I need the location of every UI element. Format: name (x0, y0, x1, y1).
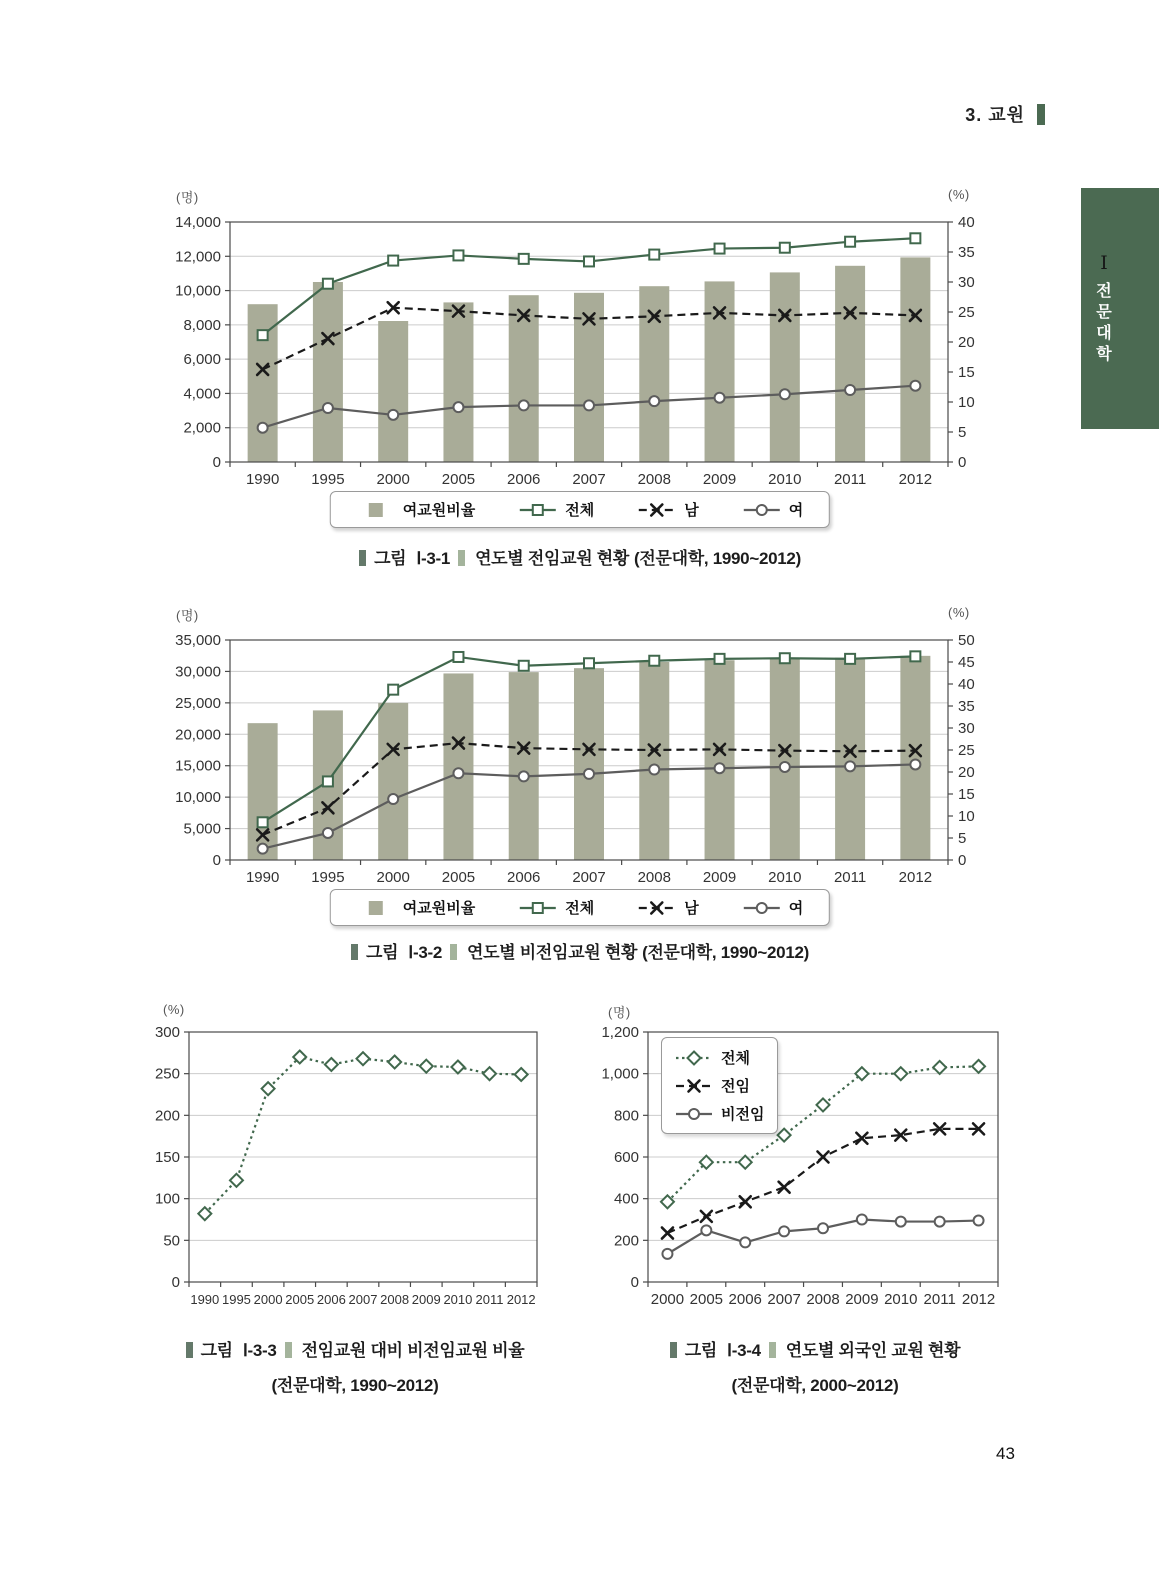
caption-marker (670, 1342, 677, 1358)
fig2-left-axis-unit: (명) (176, 608, 199, 623)
fig2-right-axis-unit: (%) (948, 605, 970, 620)
svg-text:30: 30 (958, 274, 975, 291)
svg-text:25: 25 (958, 304, 975, 321)
svg-text:5: 5 (958, 424, 967, 441)
side-tab-label (1096, 281, 1111, 365)
caption-marker (769, 1342, 776, 1358)
legend-item (675, 1075, 750, 1096)
side-tab-text (1093, 252, 1115, 365)
svg-text:2010: 2010 (768, 869, 802, 886)
svg-text:400: 400 (613, 1190, 639, 1208)
svg-text:6,000: 6,000 (183, 351, 221, 369)
caption-title: 연도별 비전임교원 현황 (467, 943, 638, 962)
caption-marker (351, 944, 358, 960)
svg-text:150: 150 (154, 1149, 180, 1166)
svg-text:1990: 1990 (245, 869, 280, 886)
svg-text:2009: 2009 (411, 1292, 441, 1307)
page-header (965, 101, 1045, 127)
svg-text:20,000: 20,000 (175, 726, 221, 744)
legend-item (357, 897, 475, 918)
svg-text:4,000: 4,000 (183, 385, 221, 403)
caption-marker (285, 1342, 292, 1358)
svg-text:0: 0 (212, 852, 221, 869)
legend-label: 남 (684, 502, 699, 519)
svg-text:2007: 2007 (572, 471, 606, 488)
svg-text:1995: 1995 (221, 1292, 251, 1307)
svg-text:2010: 2010 (884, 1291, 918, 1308)
svg-text:2,000: 2,000 (183, 419, 221, 437)
svg-text:100: 100 (154, 1190, 180, 1208)
fig1-legend (330, 491, 830, 528)
svg-text:2008: 2008 (637, 869, 671, 886)
svg-text:5,000: 5,000 (183, 820, 221, 838)
legend-bar-swatch (357, 502, 395, 518)
svg-text:1,000: 1,000 (601, 1065, 639, 1083)
svg-text:2010: 2010 (443, 1292, 473, 1307)
svg-text:0: 0 (958, 852, 967, 869)
side-tab-char: 대 (1096, 325, 1112, 342)
page-number: 43 (996, 1444, 1015, 1463)
caption-number: Ⅰ-3-3 (242, 1341, 277, 1360)
svg-text:2007: 2007 (348, 1292, 378, 1307)
legend-label: 남 (684, 900, 699, 917)
svg-text:50: 50 (958, 632, 975, 649)
svg-text:30: 30 (958, 720, 975, 737)
caption-title: 연도별 외국인 교원 현황 (785, 1341, 961, 1360)
svg-text:5: 5 (958, 830, 967, 847)
svg-text:0: 0 (958, 454, 967, 471)
svg-text:2008: 2008 (380, 1292, 410, 1307)
legend-item (743, 499, 804, 520)
svg-text:2011: 2011 (475, 1292, 504, 1307)
legend-line-swatch (638, 502, 676, 518)
svg-text:12,000: 12,000 (175, 248, 221, 266)
caption-prefix: 그림 (374, 549, 407, 568)
caption-title: 연도별 전임교원 현황 (475, 549, 630, 568)
legend-bar-swatch (357, 900, 395, 916)
svg-text:40: 40 (958, 676, 975, 693)
fig3-axis-unit: (%) (163, 1002, 185, 1017)
svg-text:2000: 2000 (376, 471, 410, 488)
caption-number: Ⅰ-3-2 (408, 943, 442, 962)
caption-line1 (130, 1336, 580, 1361)
svg-text:10,000: 10,000 (175, 789, 221, 807)
svg-text:2006: 2006 (507, 869, 541, 886)
svg-text:40: 40 (958, 214, 975, 231)
section-title: 3. 교원 (965, 105, 1025, 125)
svg-text:1995: 1995 (311, 471, 345, 488)
chart-fig-1-3-2 (150, 598, 1012, 898)
legend-label: 여 (788, 900, 804, 917)
svg-text:35: 35 (958, 698, 975, 715)
svg-text:2000: 2000 (253, 1292, 283, 1307)
side-tab-char: 전 (1096, 283, 1112, 300)
svg-text:10,000: 10,000 (175, 282, 221, 300)
svg-text:600: 600 (613, 1149, 639, 1166)
legend-label: 여 (788, 502, 804, 519)
svg-text:1,200: 1,200 (601, 1024, 639, 1041)
caption-prefix: 그림 (684, 1341, 717, 1360)
fig2-legend (330, 889, 830, 926)
svg-text:300: 300 (154, 1024, 180, 1041)
svg-text:2007: 2007 (572, 869, 606, 886)
svg-text:25: 25 (958, 742, 975, 759)
legend-item (519, 897, 594, 918)
svg-text:30,000: 30,000 (175, 663, 221, 681)
legend-label: 전체 (565, 900, 595, 917)
fig1-left-axis-unit: (명) (176, 190, 199, 205)
legend-item (638, 499, 699, 520)
svg-text:2005: 2005 (441, 869, 476, 886)
chart-fig-1-3-4 (590, 1000, 1040, 1312)
svg-text:200: 200 (613, 1232, 639, 1250)
legend-label: 전임 (721, 1078, 750, 1095)
caption-period: (전문대학, 1990~2012) (642, 943, 809, 962)
svg-text:1990: 1990 (245, 471, 280, 488)
side-tab-char: 학 (1096, 346, 1112, 363)
legend-line-swatch (638, 900, 676, 916)
caption-number: Ⅰ-3-1 (416, 549, 451, 568)
fig1-caption (150, 544, 1010, 569)
svg-text:2008: 2008 (806, 1291, 840, 1308)
chart-fig-1-3-1 (150, 180, 1012, 492)
svg-text:2005: 2005 (689, 1291, 724, 1308)
legend-item (519, 499, 594, 520)
legend-label: 전체 (565, 502, 595, 519)
fig1-right-axis-unit: (%) (948, 187, 970, 202)
svg-text:2005: 2005 (285, 1292, 315, 1307)
caption-number: Ⅰ-3-4 (727, 1341, 761, 1360)
svg-text:2007: 2007 (767, 1291, 801, 1308)
fig4-axis-unit: (명) (608, 1005, 631, 1020)
svg-text:14,000: 14,000 (175, 214, 221, 231)
svg-text:8,000: 8,000 (183, 316, 221, 334)
svg-text:25,000: 25,000 (175, 694, 221, 712)
legend-line-swatch (743, 502, 781, 518)
chart-fig-1-3-3 (130, 1000, 580, 1312)
svg-text:2009: 2009 (845, 1291, 879, 1308)
svg-text:2000: 2000 (376, 869, 410, 886)
legend-line-swatch (519, 900, 557, 916)
svg-text:2011: 2011 (833, 471, 867, 488)
caption-marker (359, 550, 366, 566)
svg-text:0: 0 (171, 1274, 180, 1291)
header-accent-bar (1037, 104, 1045, 125)
svg-text:2005: 2005 (441, 471, 476, 488)
svg-text:2008: 2008 (637, 471, 671, 488)
legend-line-swatch (675, 1106, 713, 1122)
legend-label: 여교원비율 (402, 502, 476, 519)
fig2-caption (150, 938, 1010, 963)
side-tab-roman: Ⅰ (1100, 252, 1108, 274)
caption-marker (450, 944, 457, 960)
svg-text:15: 15 (958, 364, 975, 381)
caption-prefix: 그림 (200, 1341, 233, 1360)
caption-line2: (전문대학, 1990~2012) (271, 1376, 439, 1395)
legend-line-swatch (675, 1050, 713, 1066)
svg-text:2012: 2012 (506, 1292, 536, 1307)
legend-line-swatch (519, 502, 557, 518)
caption-title: 전임교원 대비 비전임교원 비율 (301, 1341, 525, 1360)
svg-text:35: 35 (958, 244, 975, 261)
svg-text:0: 0 (212, 454, 221, 471)
legend-label: 여교원비율 (402, 900, 476, 917)
svg-text:250: 250 (154, 1065, 180, 1083)
svg-text:2006: 2006 (507, 471, 541, 488)
svg-text:2006: 2006 (728, 1291, 762, 1308)
fig4-caption (590, 1336, 1040, 1396)
svg-text:20: 20 (958, 764, 975, 781)
legend-label: 전체 (721, 1050, 750, 1067)
svg-text:2012: 2012 (961, 1291, 996, 1308)
svg-text:800: 800 (613, 1107, 639, 1125)
svg-text:15: 15 (958, 786, 975, 803)
legend-label: 비전임 (721, 1106, 765, 1123)
caption-marker (458, 550, 465, 566)
svg-text:1995: 1995 (311, 869, 345, 886)
caption-marker (186, 1342, 193, 1358)
side-tab-char: 문 (1096, 304, 1112, 321)
svg-text:2011: 2011 (923, 1291, 956, 1308)
svg-text:2011: 2011 (833, 869, 867, 886)
caption-period: (전문대학, 1990~2012) (634, 549, 801, 568)
legend-item (638, 897, 699, 918)
svg-text:2006: 2006 (316, 1292, 346, 1307)
legend-item (675, 1047, 750, 1068)
svg-text:0: 0 (630, 1274, 639, 1291)
svg-text:2012: 2012 (898, 869, 933, 886)
svg-text:10: 10 (958, 808, 975, 825)
svg-text:45: 45 (958, 654, 975, 671)
legend-item (357, 499, 475, 520)
svg-text:2010: 2010 (768, 471, 802, 488)
svg-text:2000: 2000 (650, 1291, 685, 1308)
svg-text:2009: 2009 (702, 471, 737, 488)
svg-text:2009: 2009 (702, 869, 737, 886)
svg-text:200: 200 (154, 1107, 180, 1125)
svg-text:1990: 1990 (190, 1292, 220, 1307)
svg-text:50: 50 (163, 1232, 180, 1250)
fig4-legend (661, 1037, 778, 1134)
svg-text:15,000: 15,000 (175, 757, 221, 775)
legend-line-swatch (675, 1078, 713, 1094)
caption-prefix: 그림 (366, 943, 399, 962)
legend-line-swatch (743, 900, 781, 916)
caption-line1 (590, 1336, 1040, 1361)
legend-item (675, 1103, 764, 1124)
fig3-caption (130, 1336, 580, 1396)
side-tab-chapter (1081, 188, 1159, 429)
legend-item (743, 897, 804, 918)
caption-line2: (전문대학, 2000~2012) (731, 1376, 899, 1395)
svg-text:35,000: 35,000 (175, 632, 221, 649)
svg-text:20: 20 (958, 334, 975, 351)
svg-text:10: 10 (958, 394, 975, 411)
svg-text:2012: 2012 (898, 471, 933, 488)
